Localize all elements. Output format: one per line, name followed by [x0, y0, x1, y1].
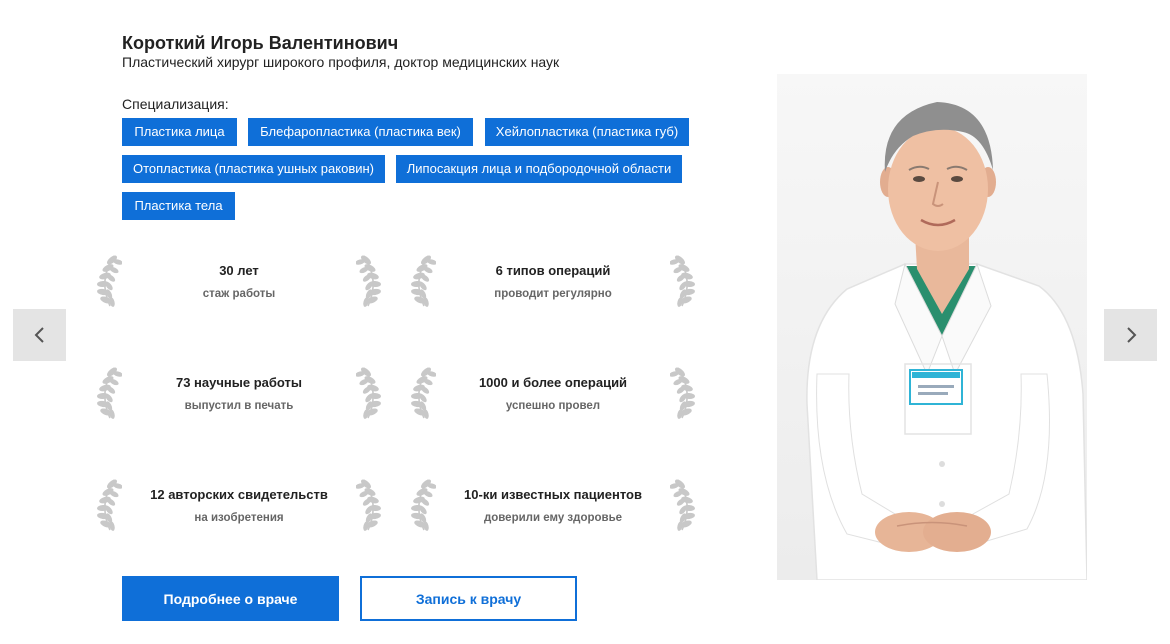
prev-slide-button[interactable] — [13, 309, 66, 361]
stat-subtitle: доверили ему здоровье — [483, 512, 623, 524]
stat-patents — [94, 476, 384, 536]
appointment-button[interactable]: Запись к врачу — [360, 576, 577, 621]
stat-operations-count — [408, 364, 698, 424]
spec-tag-body-plastic[interactable]: Пластика тела — [122, 192, 235, 220]
specialization-label: Специализация: — [122, 96, 229, 112]
doctor-details-button[interactable]: Подробнее о враче — [122, 576, 339, 621]
stat-title: 30 лет — [219, 263, 259, 278]
stat-subtitle: успешно провел — [505, 400, 601, 412]
stat-subtitle: выпустил в печать — [184, 400, 294, 412]
chevron-right-icon — [1124, 326, 1138, 344]
stat-famous-patients — [408, 476, 698, 536]
stat-subtitle: проводит регулярно — [494, 288, 612, 300]
spec-tag-face-liposuction[interactable]: Липосакция лица и подбородочной области — [396, 155, 682, 183]
spec-tag-blepharoplasty[interactable]: Блефаропластика (пластика век) — [248, 118, 473, 146]
spec-tag-otoplasty[interactable]: Отопластика (пластика ушных раковин) — [122, 155, 385, 183]
stat-title: 73 научные работы — [175, 375, 302, 390]
stat-subtitle: стаж работы — [202, 288, 276, 300]
stat-operation-types — [408, 252, 698, 312]
next-slide-button[interactable] — [1104, 309, 1157, 361]
stat-scientific-works — [94, 364, 384, 424]
stat-subtitle: на изобретения — [194, 512, 284, 524]
stat-experience — [94, 252, 384, 312]
doctor-photo — [777, 74, 1087, 580]
stat-title: 6 типов операций — [495, 263, 611, 278]
stat-title: 12 авторских свидетельств — [150, 487, 328, 502]
spec-tag-cheiloplasty[interactable]: Хейлопластика (пластика губ) — [485, 118, 689, 146]
spec-tag-face-plastic[interactable]: Пластика лица — [122, 118, 237, 146]
stat-title: 10-ки известных пациентов — [464, 487, 642, 502]
doctor-name: Короткий Игорь Валентинович — [122, 33, 399, 53]
doctor-title: Пластический хирург широкого профиля, доктор медицинских наук — [122, 54, 560, 70]
chevron-left-icon — [33, 326, 47, 344]
stat-title: 1000 и более операций — [478, 375, 628, 390]
